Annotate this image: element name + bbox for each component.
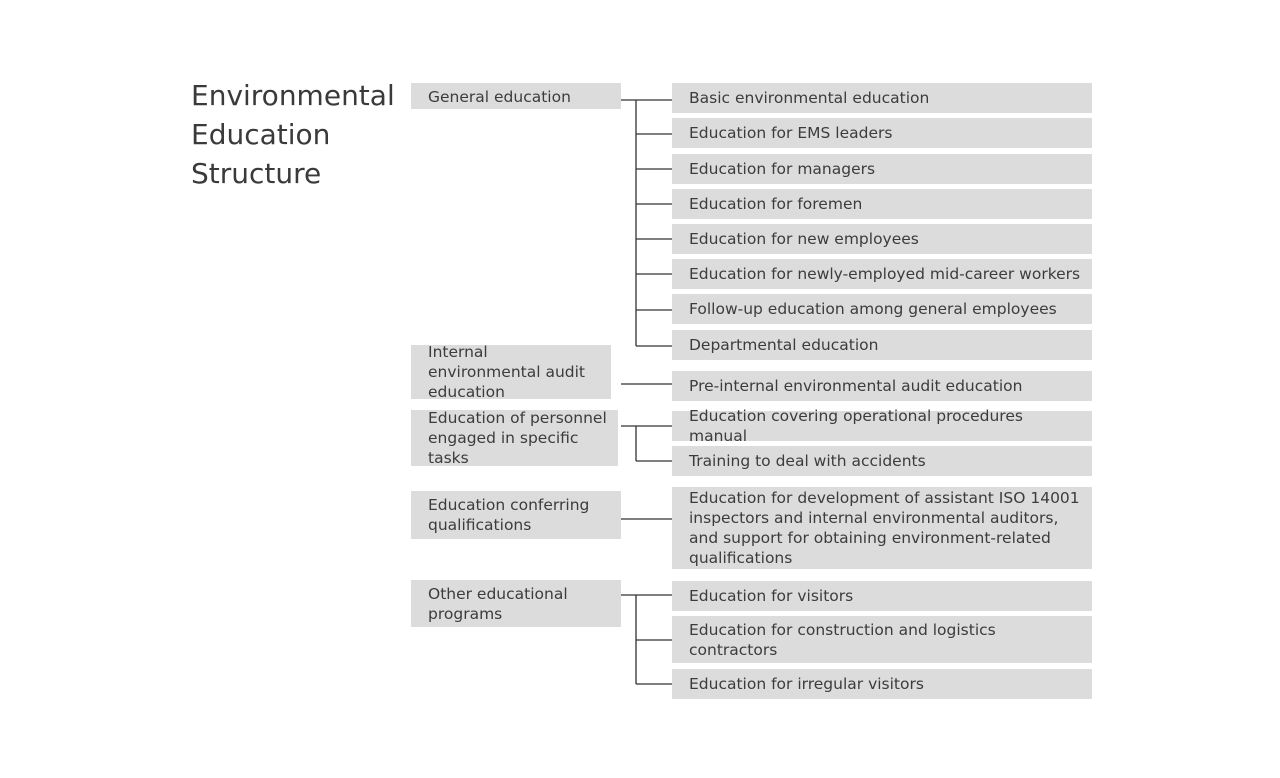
- title-line: Structure: [191, 157, 322, 190]
- item-box: Education for visitors: [672, 581, 1092, 611]
- item-box: Education for managers: [672, 154, 1092, 184]
- item-box: Education for construction and logistics contractors: [672, 616, 1092, 663]
- item-box: Pre-internal environmental audit education: [672, 371, 1092, 401]
- category-general-education: General education: [411, 83, 621, 109]
- item-box: Education for EMS leaders: [672, 118, 1092, 148]
- category-specific-tasks: Education of personnel engaged in specific tasks: [411, 410, 618, 466]
- category-qualifications: Education conferring qualifications: [411, 491, 621, 539]
- item-box: Education for irregular visitors: [672, 669, 1092, 699]
- item-box: Follow-up education among general employees: [672, 294, 1092, 324]
- item-box: Basic environmental education: [672, 83, 1092, 113]
- item-box: Training to deal with accidents: [672, 446, 1092, 476]
- item-box: Education for development of assistant ISO 14001 inspectors and internal environmental auditors, and support for obtaining environment-related qualifications: [672, 487, 1092, 569]
- title-line: Education: [191, 118, 331, 151]
- item-box: Departmental education: [672, 330, 1092, 360]
- item-box: Education for new employees: [672, 224, 1092, 254]
- title-line: Environmental: [191, 79, 395, 112]
- item-box: Education for newly-employed mid-career workers: [672, 259, 1092, 289]
- item-box: Education for foremen: [672, 189, 1092, 219]
- category-other-programs: Other educational programs: [411, 580, 621, 627]
- item-box: Education covering operational procedures manual: [672, 411, 1092, 441]
- category-internal-audit-education: Internal environmental audit education: [411, 345, 611, 399]
